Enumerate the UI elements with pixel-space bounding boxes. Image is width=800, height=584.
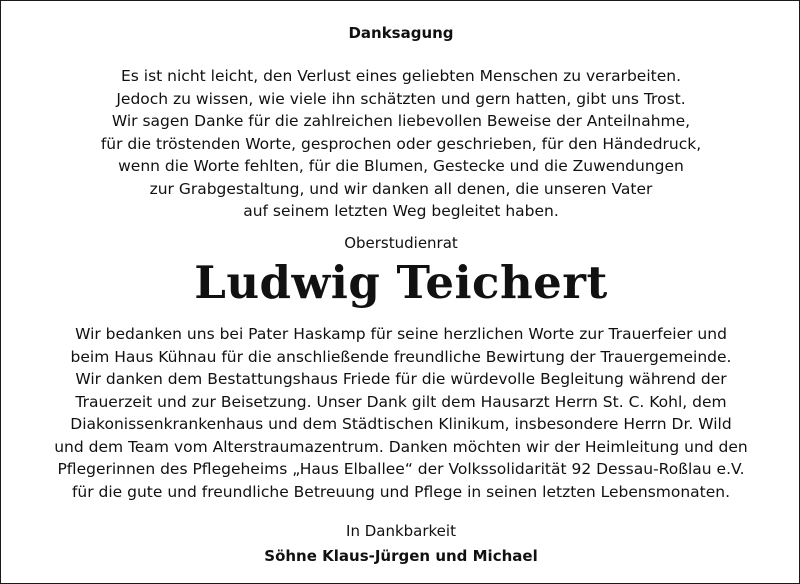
closing-phrase: In Dankbarkeit bbox=[346, 522, 456, 540]
intro-line: wenn die Worte fehlten, für die Blumen, Gestecke und die Zuwendungen bbox=[118, 157, 684, 175]
body-line: beim Haus Kühnau für die anschließende freundliche Bewirtung der Trauergemeinde. bbox=[70, 347, 732, 366]
body-line: Wir bedanken uns bei Pater Haskamp für seine herzlichen Worte zur Trauerfeier und bbox=[75, 325, 727, 343]
body-line: Wir danken dem Bestattungshaus Friede für die würdevolle Begleitung während der bbox=[75, 370, 727, 388]
intro-line: Wir sagen Danke für die zahlreichen liebevollen Beweise der Anteilnahme, bbox=[111, 112, 691, 130]
body-line: für die gute und freundliche Betreuung und Pflege in seinen letzten Lebensmonaten. bbox=[71, 482, 731, 501]
deceased-name: Ludwig Teichert bbox=[194, 256, 608, 309]
body-line: Pflegerinnen des Pflegeheims „Haus Elballee“ der Volkssolidarität 92 Dessau-Roßlau e.V. bbox=[57, 460, 745, 478]
body-line: und dem Team vom Alterstraumazentrum. Danken möchten wir der Heimleitung und den bbox=[54, 437, 748, 456]
notice-heading: Danksagung bbox=[348, 24, 454, 42]
intro-line: zur Grabgestaltung, und wir danken all denen, die unseren Vater bbox=[149, 179, 653, 198]
intro-paragraph bbox=[1, 65, 800, 223]
intro-line: Jedoch zu wissen, wie viele ihn schätzten und gern hatten, gibt uns Trost. bbox=[116, 89, 686, 108]
signature: Söhne Klaus-Jürgen und Michael bbox=[264, 547, 538, 565]
deceased-title: Oberstudienrat bbox=[344, 234, 458, 252]
acknowledgements-paragraph bbox=[1, 323, 800, 503]
intro-line: Es ist nicht leicht, den Verlust eines geliebten Menschen zu verarbeiten. bbox=[121, 67, 681, 85]
intro-line: auf seinem letzten Weg begleitet haben. bbox=[243, 202, 559, 220]
body-line: Diakonissenkrankenhaus und dem Städtischen Klinikum, insbesondere Herrn Dr. Wild bbox=[70, 415, 732, 433]
body-line: Trauerzeit und zur Beisetzung. Unser Dank gilt dem Hausarzt Herrn St. C. Kohl, dem bbox=[75, 392, 727, 411]
intro-line: für die tröstenden Worte, gesprochen oder geschrieben, für den Händedruck, bbox=[100, 134, 702, 153]
